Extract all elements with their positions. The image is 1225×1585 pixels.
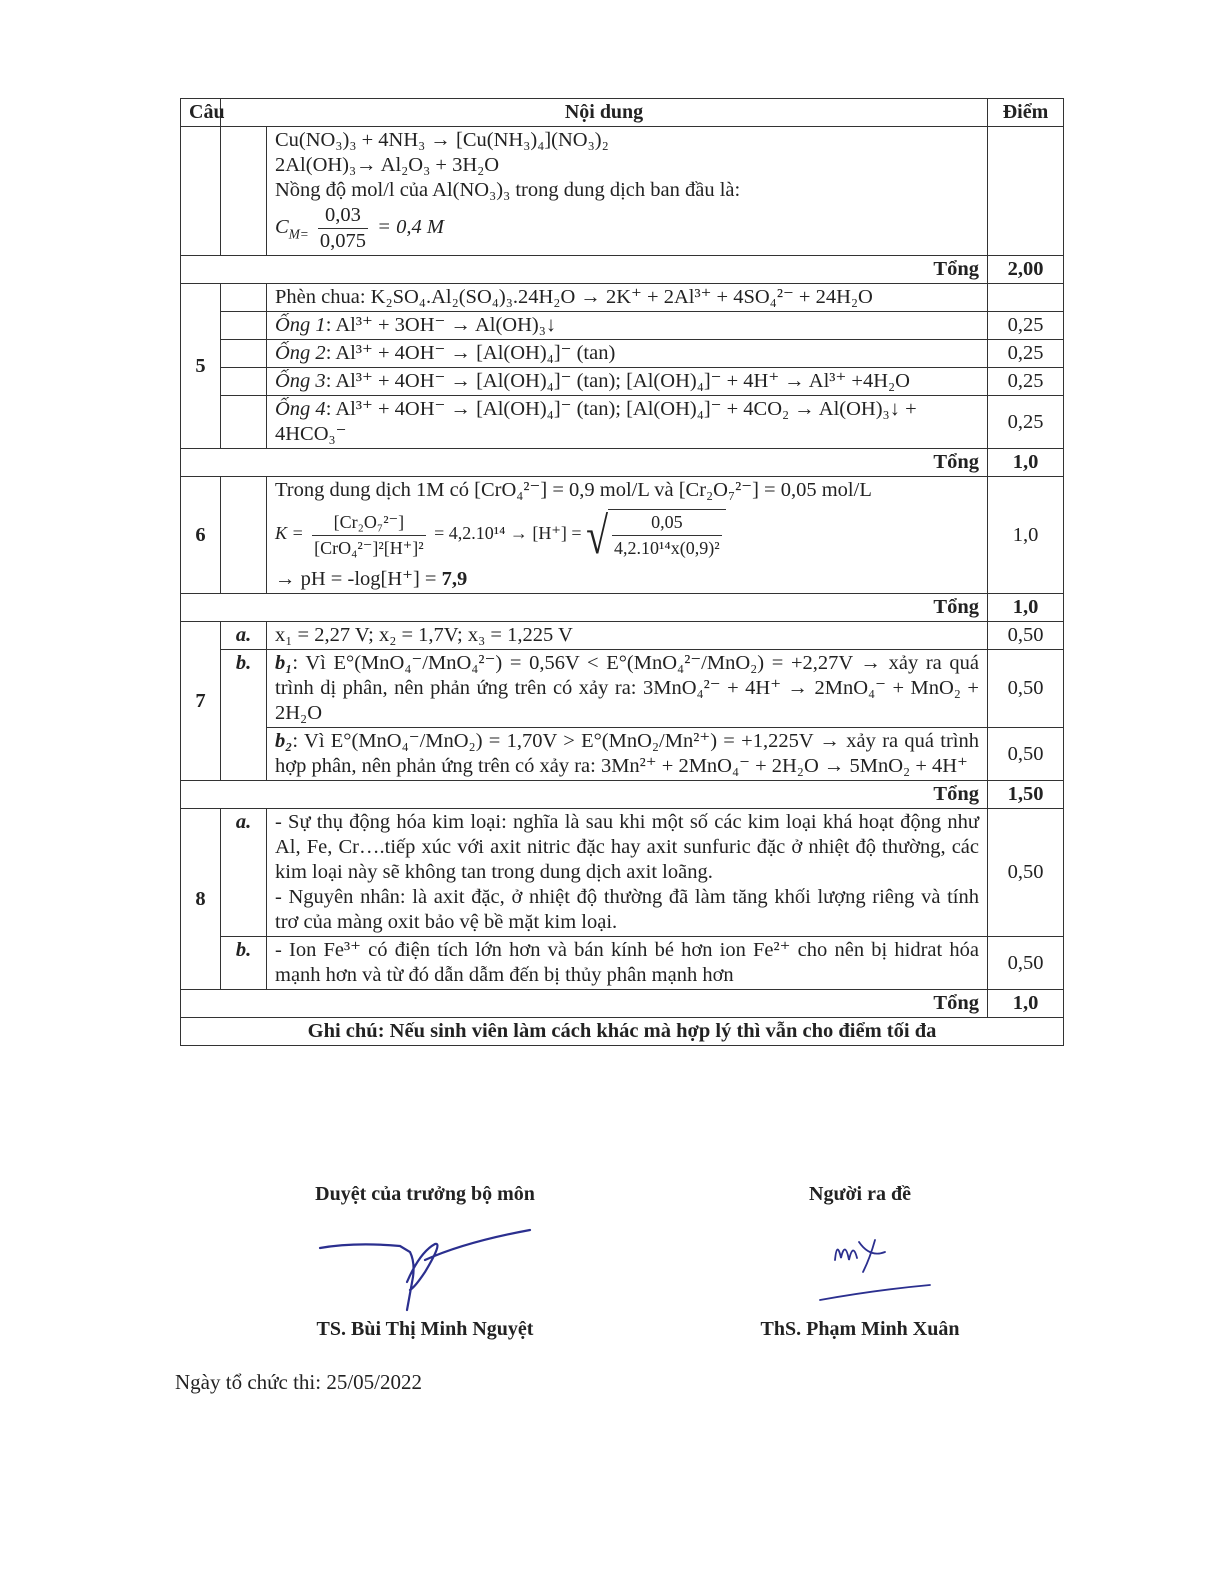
b2-text: : Vì E°(MnO₄⁻/MnO₂) = 1,70V > E°(MnO₂/Mn²⁺) = +1,225V → xảy ra quá trình hợp phân, nên phản ứng trên có xảy ra: 3Mn²⁺ + 2MnO₄⁻ + 2H₂O → 5MnO₂ + 4H⁺ bbox=[275, 730, 979, 777]
q4-total-label: Tổng bbox=[181, 256, 988, 284]
answer-key-table bbox=[180, 98, 1064, 1046]
q8-a-label: a. bbox=[221, 809, 267, 937]
q7-b1-points: 0,50 bbox=[988, 650, 1064, 728]
approver-signature-icon bbox=[315, 1222, 540, 1317]
q8-a-text1: - Sự thụ động hóa kim loại: nghĩa là sau khi một số các kim loại khá hoạt động như Al, Fe, Cr….tiếp xúc với axit nitric đặc hay axit sunfuric đặc ở nhiệt độ thường, các kim loại này sẽ không tan trong dung dịch axit loãng. bbox=[275, 811, 979, 883]
q7-b1 bbox=[267, 650, 988, 728]
ph-value: 7,9 bbox=[441, 568, 468, 590]
q8-a-content bbox=[267, 809, 988, 937]
author-name: ThS. Phạm Minh Xuân bbox=[760, 1318, 960, 1340]
q8-total-value: 1,0 bbox=[988, 990, 1064, 1018]
cm-fraction bbox=[318, 203, 368, 254]
q4-number-cell bbox=[181, 127, 221, 256]
sqrt-denominator: 4,2.10¹⁴x(0,9)² bbox=[614, 538, 720, 558]
q7-b-label: b. bbox=[221, 650, 267, 781]
b1-text: : Vì E°(MnO₄⁻/MnO₄²⁻) = 0,56V < E°(MnO₄²⁻/MnO₂) = +2,27V → xảy ra quá trình dị phân, nên phản ứng trên có xảy ra: 3MnO₄²⁻ + 4H⁺ → 2MnO₄⁻ + MnO₂ + 2H₂O bbox=[275, 652, 979, 724]
q5-p3: 0,25 bbox=[988, 368, 1064, 396]
q5-sub-empty bbox=[221, 396, 267, 449]
q5-row-alum bbox=[181, 284, 1064, 312]
q5-sub-empty bbox=[221, 340, 267, 368]
q7-total-label: Tổng bbox=[181, 781, 988, 809]
cm-numerator: 0,03 bbox=[318, 203, 368, 229]
sqrt-radicand bbox=[608, 509, 726, 561]
q8-row-a bbox=[181, 809, 1064, 937]
q6-formula bbox=[275, 505, 979, 565]
table-header-row bbox=[181, 99, 1064, 127]
q6-row bbox=[181, 477, 1064, 594]
q5-total-label: Tổng bbox=[181, 449, 988, 477]
author-title: Người ra đề bbox=[809, 1183, 911, 1205]
q7-a-text: x₁ = 2,27 V; x₂ = 1,7V; x₃ = 1,225 V bbox=[267, 622, 988, 650]
q6-total-value: 1,0 bbox=[988, 594, 1064, 622]
q8-b-points: 0,50 bbox=[988, 937, 1064, 990]
q5-p1: 0,25 bbox=[988, 312, 1064, 340]
q4-total-row bbox=[181, 256, 1064, 284]
q4-formula bbox=[275, 203, 979, 254]
q7-b2 bbox=[267, 728, 988, 781]
tube2-label: Ống 2 bbox=[275, 342, 326, 364]
header-question: Câu bbox=[181, 99, 221, 127]
q5-sub-empty bbox=[221, 312, 267, 340]
cm-result: = 0,4 M bbox=[377, 216, 444, 239]
q4-line3: Nồng độ mol/l của Al(NO₃)₃ trong dung dịch ban đầu là: bbox=[275, 179, 741, 201]
q6-content bbox=[267, 477, 988, 594]
q5-tube1 bbox=[267, 312, 988, 340]
tube1-label: Ống 1 bbox=[275, 314, 326, 336]
q6-line1: Trong dung dịch 1M có [CrO₄²⁻] = 0,9 mol/L và [Cr₂O₇²⁻] = 0,05 mol/L bbox=[275, 479, 872, 501]
q5-row-tube1 bbox=[181, 312, 1064, 340]
q7-number: 7 bbox=[181, 622, 221, 781]
exam-date: Ngày tổ chức thi: 25/05/2022 bbox=[175, 1370, 423, 1394]
q5-p2: 0,25 bbox=[988, 340, 1064, 368]
q6-total-label: Tổng bbox=[181, 594, 988, 622]
ph-text: → pH = -log[H⁺] = bbox=[275, 568, 442, 590]
q4-content bbox=[267, 127, 988, 256]
q8-number: 8 bbox=[181, 809, 221, 990]
q5-alum-points bbox=[988, 284, 1064, 312]
q8-b-label: b. bbox=[221, 937, 267, 990]
q8-a-points: 0,50 bbox=[988, 809, 1064, 937]
k-label: K = bbox=[275, 523, 304, 544]
q6-points: 1,0 bbox=[988, 477, 1064, 594]
approver-title: Duyệt của trưởng bộ môn bbox=[315, 1183, 535, 1205]
sqrt-numerator: 0,05 bbox=[612, 510, 722, 536]
tube4-label: Ống 4 bbox=[275, 398, 326, 420]
b1-label: b₁ bbox=[275, 652, 293, 674]
tube3-label: Ống 3 bbox=[275, 370, 326, 392]
q5-total-row bbox=[181, 449, 1064, 477]
approver-name: TS. Bùi Thị Minh Nguyệt bbox=[316, 1318, 534, 1340]
author-signature-icon bbox=[815, 1230, 935, 1305]
q5-row-tube2 bbox=[181, 340, 1064, 368]
q6-ph bbox=[275, 567, 979, 592]
q7-row-b2 bbox=[181, 728, 1064, 781]
q7-row-a bbox=[181, 622, 1064, 650]
q7-total-row bbox=[181, 781, 1064, 809]
q5-tube2 bbox=[267, 340, 988, 368]
q4-sub-cell bbox=[221, 127, 267, 256]
q6-number: 6 bbox=[181, 477, 221, 594]
header-points: Điểm bbox=[988, 99, 1064, 127]
q7-a-points: 0,50 bbox=[988, 622, 1064, 650]
k-value: = 4,2.10¹⁴ → [H⁺] = bbox=[434, 523, 582, 544]
q4-total-value: 2,00 bbox=[988, 256, 1064, 284]
q5-number: 5 bbox=[181, 284, 221, 449]
q8-total-row bbox=[181, 990, 1064, 1018]
cm-sub: M= bbox=[288, 226, 309, 242]
q7-row-b1 bbox=[181, 650, 1064, 728]
header-content: Nội dung bbox=[221, 99, 988, 127]
q5-row-tube3 bbox=[181, 368, 1064, 396]
q8-b-text: - Ion Fe³⁺ có điện tích lớn hơn và bán kính bé hơn ion Fe²⁺ cho nên bị hidrat hóa mạnh hơn và từ đó dẫn dẫm đến bị thủy phân mạnh hơn bbox=[267, 937, 988, 990]
sqrt-sign-icon: √ bbox=[586, 505, 609, 565]
q5-p4: 0,25 bbox=[988, 396, 1064, 449]
q6-total-row bbox=[181, 594, 1064, 622]
sqrt-expression bbox=[586, 505, 726, 565]
q8-a-text2: - Nguyên nhân: là axit đặc, ở nhiệt độ thường đã làm tăng khối lượng riêng và tính trơ của màng oxit bảo vệ bề mặt kim loại. bbox=[275, 886, 979, 933]
q8-total-label: Tổng bbox=[181, 990, 988, 1018]
q5-alum: Phèn chua: K₂SO₄.Al₂(SO₄)₃.24H₂O → 2K⁺ + 2Al³⁺ + 4SO₄²⁻ + 24H₂O bbox=[267, 284, 988, 312]
q5-total-value: 1,0 bbox=[988, 449, 1064, 477]
q7-total-value: 1,50 bbox=[988, 781, 1064, 809]
k-fraction bbox=[312, 510, 425, 561]
b2-label: b₂ bbox=[275, 730, 293, 752]
q4-content-row bbox=[181, 127, 1064, 256]
tube2-eq: : Al³⁺ + 4OH⁻ → [Al(OH)₄]⁻ (tan) bbox=[325, 342, 616, 364]
q5-sub-empty bbox=[221, 284, 267, 312]
q4-line2: 2Al(OH)₃→ Al₂O₃ + 3H₂O bbox=[275, 154, 500, 176]
q4-points bbox=[988, 127, 1064, 256]
q5-sub-empty bbox=[221, 368, 267, 396]
note-row bbox=[181, 1018, 1064, 1046]
q7-a-label: a. bbox=[221, 622, 267, 650]
tube1-eq: : Al³⁺ + 3OH⁻ → Al(OH)₃↓ bbox=[325, 314, 557, 336]
tube4-eq: : Al³⁺ + 4OH⁻ → [Al(OH)₄]⁻ (tan); [Al(OH)₄]⁻ + 4CO₂ → Al(OH)₃↓ + 4HCO₃⁻ bbox=[275, 398, 917, 445]
grading-note: Ghi chú: Nếu sinh viên làm cách khác mà hợp lý thì vẫn cho điểm tối đa bbox=[181, 1018, 1064, 1046]
k-denominator: [CrO₄²⁻]²[H⁺]² bbox=[314, 537, 424, 558]
cm-denominator: 0,075 bbox=[319, 230, 367, 252]
q4-line1: Cu(NO₃)₃ + 4NH₃ → [Cu(NH₃)₄](NO₃)₂ bbox=[275, 129, 609, 151]
q8-row-b bbox=[181, 937, 1064, 990]
q7-b2-points: 0,50 bbox=[988, 728, 1064, 781]
q5-tube4 bbox=[267, 396, 988, 449]
tube3-eq: : Al³⁺ + 4OH⁻ → [Al(OH)₄]⁻ (tan); [Al(OH)₄]⁻ + 4H⁺ → Al³⁺ +4H₂O bbox=[325, 370, 910, 392]
q5-row-tube4 bbox=[181, 396, 1064, 449]
sqrt-fraction bbox=[612, 510, 722, 561]
cm-label: C bbox=[275, 216, 289, 239]
k-numerator: [Cr₂O₇²⁻] bbox=[312, 510, 425, 536]
q5-tube3 bbox=[267, 368, 988, 396]
q6-sub-empty bbox=[221, 477, 267, 594]
